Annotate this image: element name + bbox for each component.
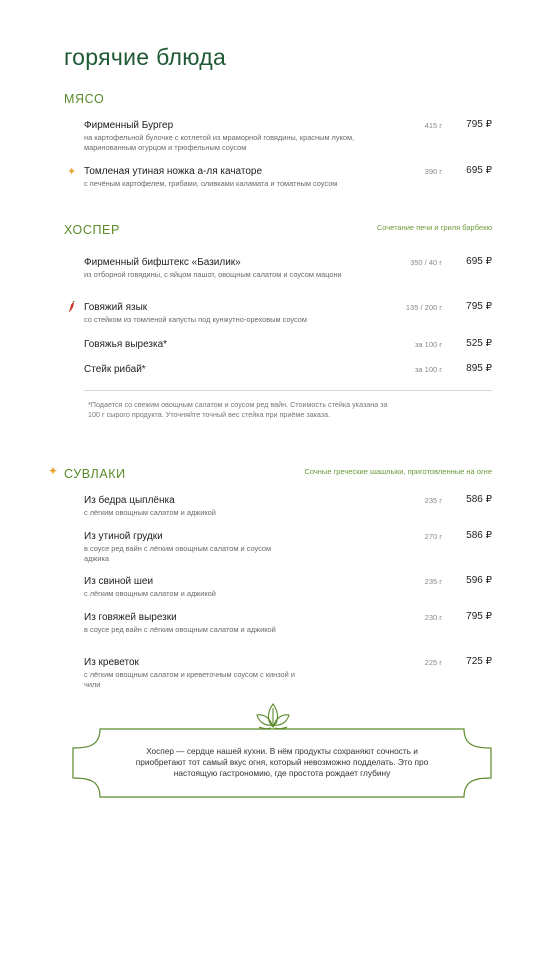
item-weight: 235 г (424, 577, 442, 586)
item-price: 586 ₽ (466, 530, 492, 541)
item-price: 725 ₽ (466, 656, 492, 667)
item-weight: 230 г (424, 613, 442, 622)
item-description: со стейком из томленой капусты под кунжутно-ореховым соусом (84, 315, 307, 324)
item-weight: 225 г (424, 658, 442, 667)
item-price: 795 ₽ (466, 301, 492, 312)
item-price: 695 ₽ (466, 256, 492, 267)
item-weight: за 100 г (414, 340, 442, 349)
item-weight: 350 / 40 г (410, 258, 442, 267)
menu-item (84, 530, 492, 564)
item-price: 795 ₽ (466, 611, 492, 622)
item-name: Из свиной шеи (84, 576, 154, 587)
item-price: 795 ₽ (466, 119, 492, 130)
item-description: в соусе ред вайн с лёгким овощным салатом и соусом аджика (84, 544, 272, 563)
divider (84, 390, 492, 391)
item-description: с лёгким овощным салатом и аджикой (84, 589, 216, 598)
item-name: Стейк рибай* (84, 364, 146, 375)
menu-item (84, 363, 492, 376)
menu-item (84, 301, 492, 325)
item-weight: за 100 г (414, 365, 442, 374)
menu-item (84, 119, 492, 153)
section-title: ХОСПЕР (64, 223, 120, 237)
item-price: 895 ₽ (466, 363, 492, 374)
section-souvlaki-header (48, 464, 492, 481)
item-name: Из утиной грудки (84, 531, 163, 542)
item-name: Томленая утиная ножка а-ля качаторе (84, 166, 263, 177)
item-weight: 415 г (424, 121, 442, 130)
menu-item (84, 338, 492, 351)
item-price: 525 ₽ (466, 338, 492, 349)
item-weight: 270 г (424, 532, 442, 541)
item-price: 596 ₽ (466, 575, 492, 586)
section-title: МЯСО (64, 92, 105, 106)
item-price: 695 ₽ (466, 165, 492, 176)
section-meat-header (64, 90, 492, 106)
section-title: СУВЛАКИ (64, 467, 126, 481)
star-icon: ✦ (48, 464, 59, 478)
section-hosper-header (64, 221, 492, 237)
quote-text: Хоспер — сердце нашей кухни. В нём продукты сохраняют сочность и приобретают тот самый вкус огня, который невозможно подделать. Это про настоящую гастрономию, где простота рождает глубину (135, 746, 429, 778)
page-title: горячие блюда (64, 44, 227, 70)
chili-pepper-icon (67, 301, 76, 316)
item-weight: 235 г (424, 496, 442, 505)
item-price: 586 ₽ (466, 494, 492, 505)
item-weight: 135 / 200 г (405, 303, 442, 312)
item-description: на картофельной булочке с котлетой из мраморной говядины, красным луком, маринованным огурцом и трюфельным соусом (84, 133, 355, 152)
item-name: Из креветок (84, 657, 139, 668)
item-description: с лёгким овощным салатом и креветочным соусом с кинзой и чили (84, 670, 295, 689)
menu-item (84, 494, 492, 518)
item-name: Говяжья вырезка* (84, 339, 168, 350)
star-icon: ✦ (67, 166, 77, 178)
item-weight: 390 г (424, 167, 442, 176)
menu-item (84, 256, 492, 280)
item-name: Фирменный бифштекс «Базилик» (84, 257, 241, 268)
menu-item (84, 656, 492, 690)
item-description: с лёгким овощным салатом и аджикой (84, 508, 216, 517)
item-name: Фирменный Бургер (84, 120, 174, 131)
item-name: Из бедра цыплёнка (84, 495, 175, 506)
menu-item (67, 165, 492, 189)
item-description: из отборной говядины, с яйцом пашот, овощным салатом и соусом мацони (84, 270, 342, 279)
section-note: Сочетание печи и гриля барбекю (376, 223, 492, 232)
section-note: Сочные греческие шашлыки, приготовленные на огне (304, 467, 492, 476)
item-description: в соусе ред вайн с лёгким овощным салатом и аджикой (84, 625, 276, 634)
menu-item (84, 611, 492, 635)
quote-box (70, 726, 494, 800)
item-name: Из говяжей вырезки (84, 612, 177, 623)
item-description: с печёным картофелем, грибами, оливками каламата и томатным соусом (84, 179, 338, 188)
menu-item (84, 575, 492, 599)
item-name: Говяжий язык (84, 302, 148, 313)
footnote: *Подается со свежим овощным салатом и соусом ред вайн. Стоимость стейка указана за 100 г сырого продукта. Уточняйте точный вес стейка при приёме заказа. (88, 400, 388, 419)
